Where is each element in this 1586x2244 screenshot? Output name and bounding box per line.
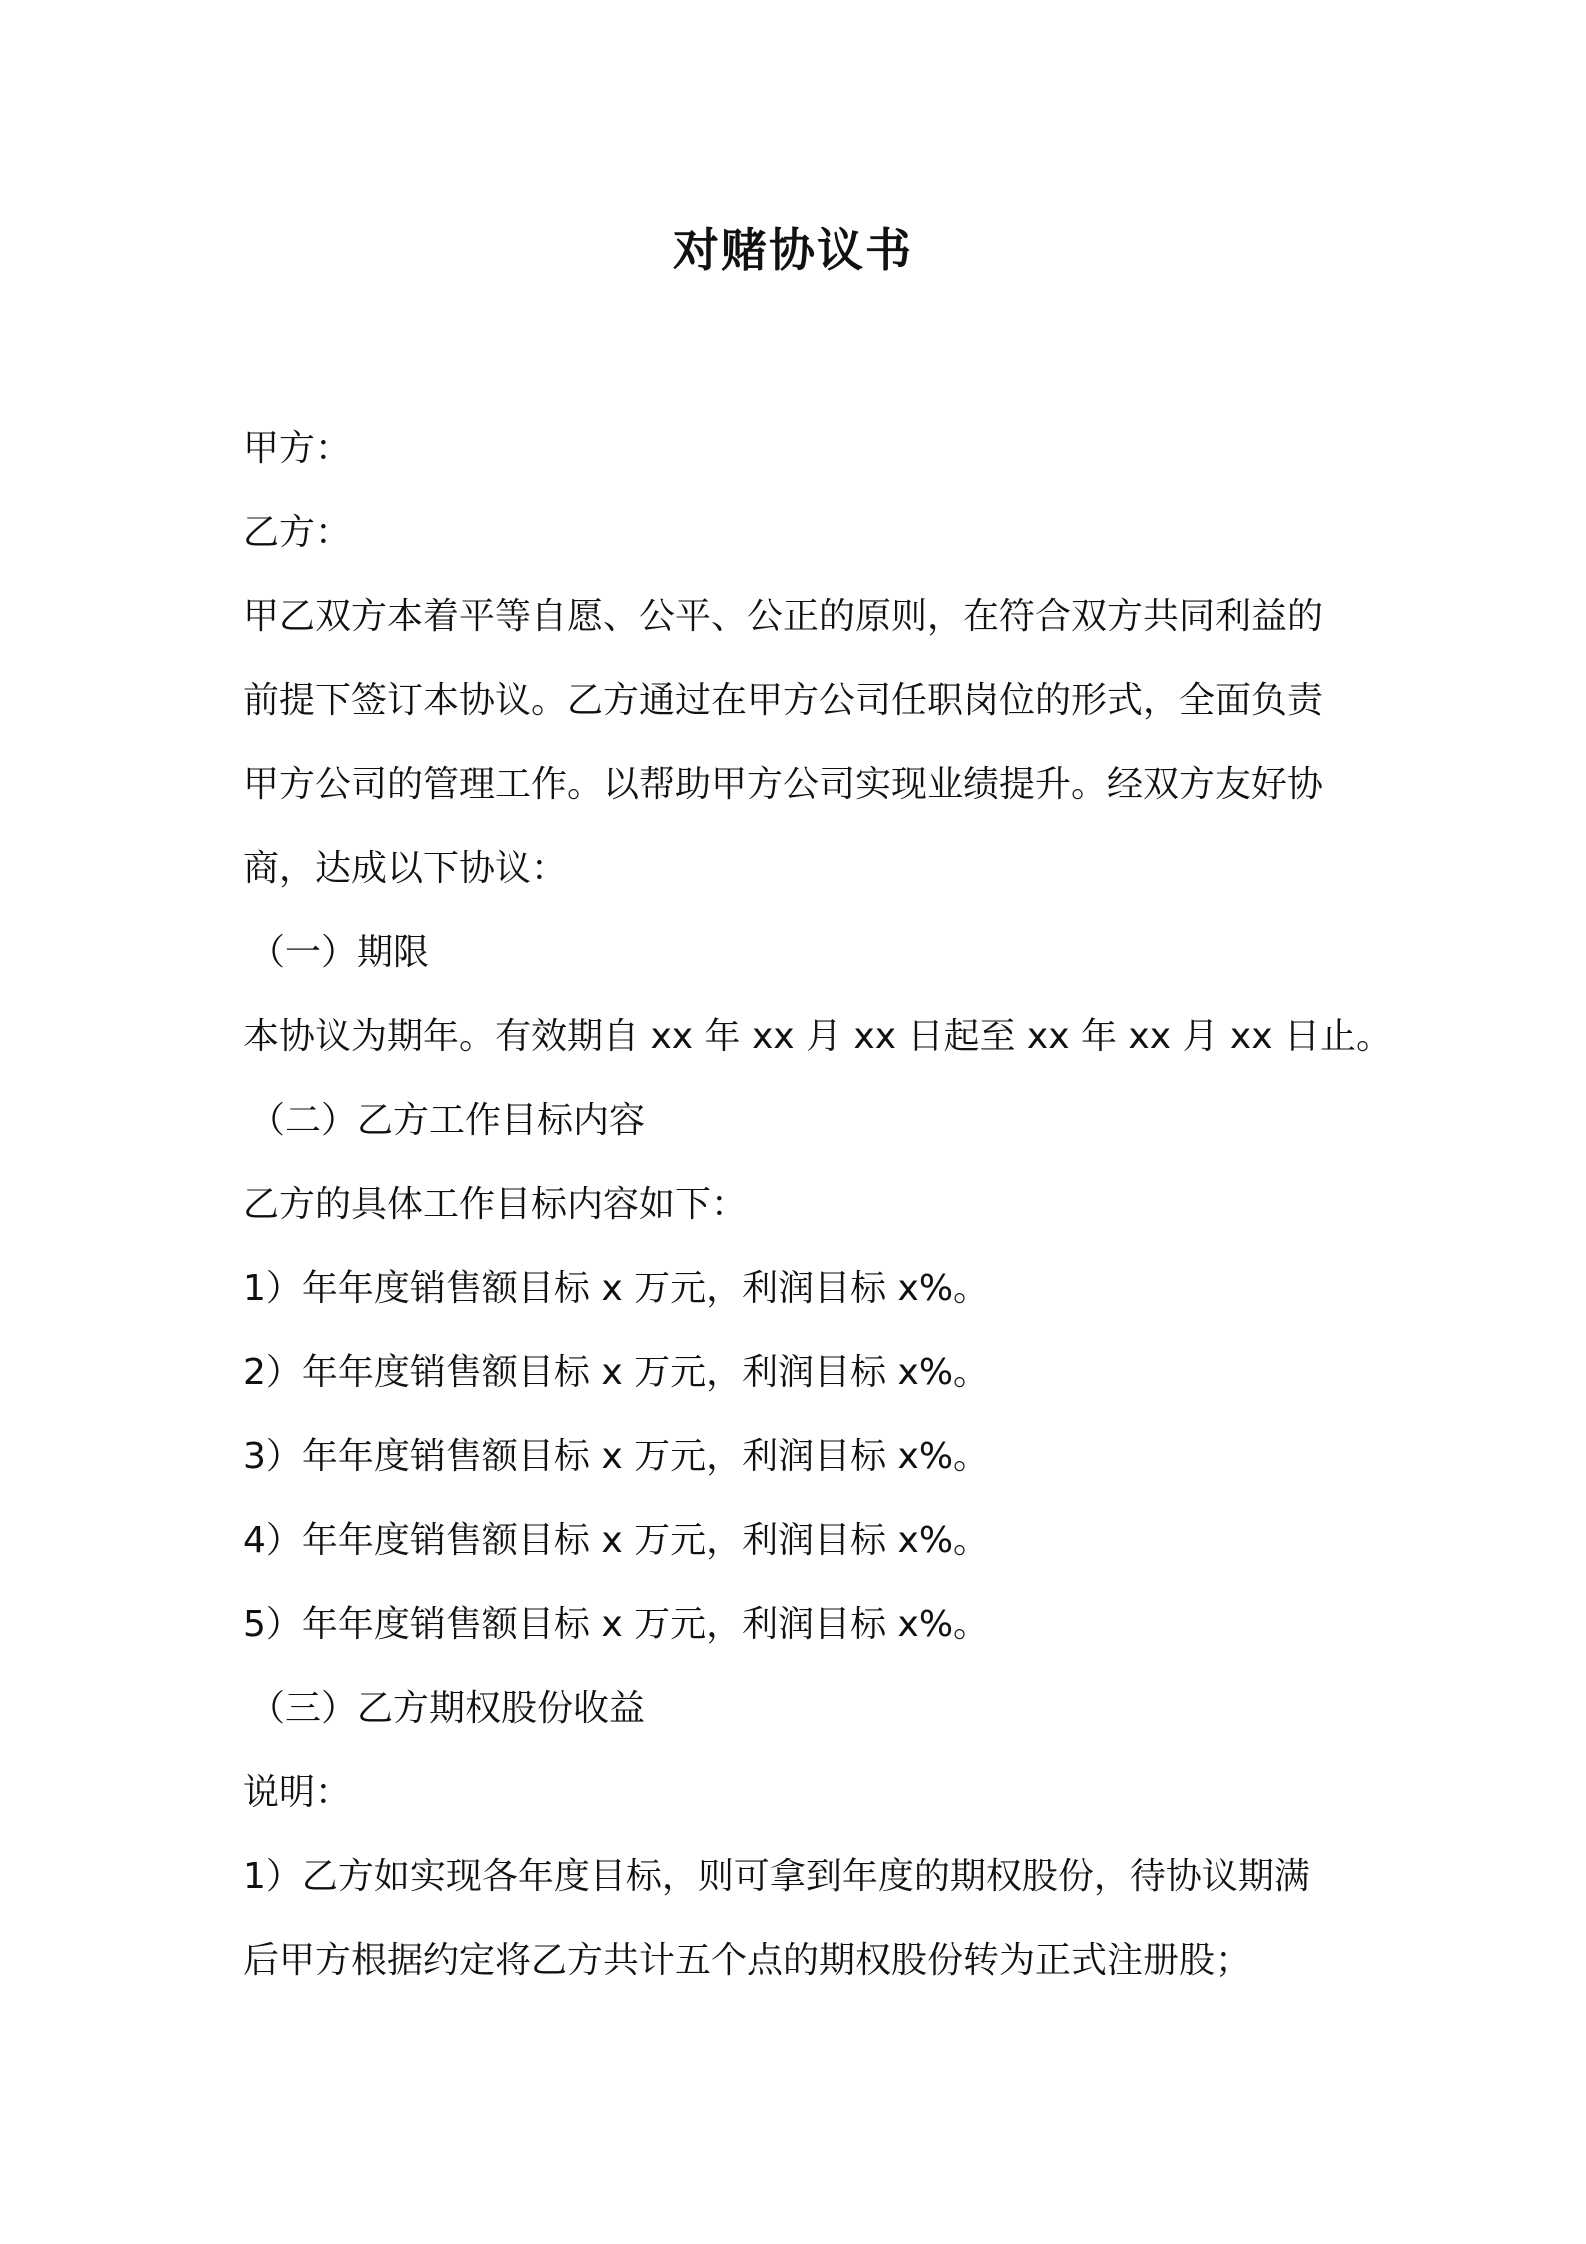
- preamble-line-4: 商，达成以下协议：: [243, 848, 568, 889]
- section-2-heading: （二）乙方工作目标内容: [249, 1100, 646, 1141]
- section-1-heading: （一）期限: [249, 932, 430, 973]
- section-3-note-label: 说明：: [243, 1772, 352, 1813]
- target-item-3: 3）年年度销售额目标 x 万元，利润目标 x%。: [243, 1436, 990, 1477]
- section-2-intro: 乙方的具体工作目标内容如下：: [243, 1184, 748, 1225]
- section-3-item-1-line-2: 后甲方根据约定将乙方共计五个点的期权股份转为正式注册股；: [243, 1940, 1252, 1981]
- document-title: 对赌协议书: [673, 223, 913, 277]
- section-3-item-1-line-1: 1）乙方如实现各年度目标，则可拿到年度的期权股份，待协议期满: [243, 1856, 1310, 1897]
- section-3-heading: （三）乙方期权股份收益: [249, 1688, 646, 1729]
- preamble-line-3: 甲方公司的管理工作。以帮助甲方公司实现业绩提升。经双方友好协: [243, 764, 1324, 805]
- target-item-5: 5）年年度销售额目标 x 万元，利润目标 x%。: [243, 1604, 990, 1645]
- preamble-line-1: 甲乙双方本着平等自愿、公平、公正的原则，在符合双方共同利益的: [243, 596, 1324, 637]
- party-a-label: 甲方：: [243, 428, 352, 469]
- section-1-text: 本协议为期年。有效期自 xx 年 xx 月 xx 日起至 xx 年 xx 月 xx 日止。: [243, 1016, 1392, 1057]
- preamble-line-2: 前提下签订本协议。乙方通过在甲方公司任职岗位的形式，全面负责: [243, 680, 1324, 721]
- document-body: [243, 407, 1392, 2003]
- party-b-label: 乙方：: [243, 512, 352, 553]
- target-item-4: 4）年年度销售额目标 x 万元，利润目标 x%。: [243, 1520, 990, 1561]
- target-item-2: 2）年年度销售额目标 x 万元，利润目标 x%。: [243, 1352, 990, 1393]
- target-item-1: 1）年年度销售额目标 x 万元，利润目标 x%。: [243, 1268, 990, 1309]
